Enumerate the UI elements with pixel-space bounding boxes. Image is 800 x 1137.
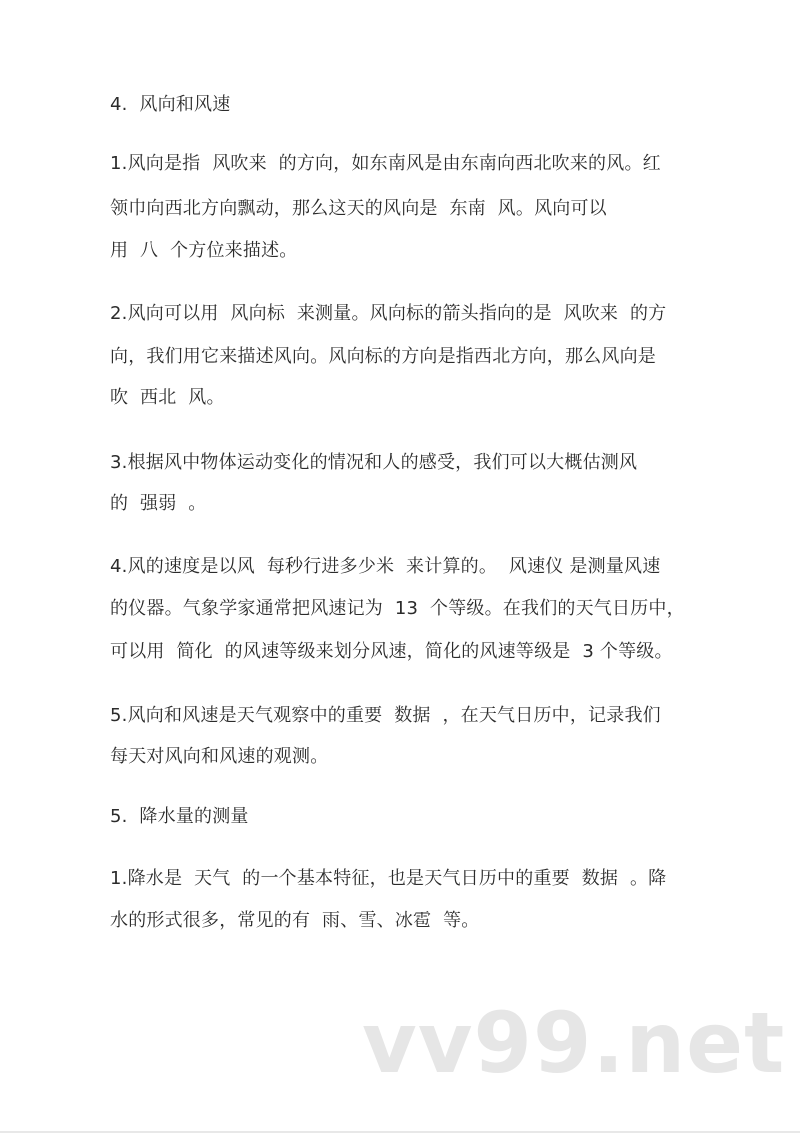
paragraph-line: 向，我们用它来描述风向。风向标的方向是指西北方向，那么风向是 (110, 346, 656, 367)
paragraph-line: 4.风的速度是以风 每秒行进多少米 来计算的。 风速仪 是测量风速 (110, 556, 661, 577)
section-heading-wind: 4. 风向和风速 (110, 94, 231, 115)
paragraph-line: 可以用 简化 的风速等级来划分风速，简化的风速等级是 3 个等级。 (110, 641, 673, 662)
paragraph-line: 1.降水是 天气 的一个基本特征，也是天气日历中的重要 数据 。降 (110, 868, 667, 889)
paragraph-line: 用 八 个方位来描述。 (110, 240, 298, 261)
watermark: vv99.net (362, 994, 786, 1092)
paragraph-line: 领巾向西北方向飘动，那么这天的风向是 东南 风。风向可以 (110, 198, 607, 219)
paragraph-line: 的 强弱 。 (110, 493, 207, 514)
section-heading-precipitation: 5. 降水量的测量 (110, 806, 249, 827)
paragraph-line: 水的形式很多，常见的有 雨、雪、冰雹 等。 (110, 910, 480, 931)
paragraph-line: 吹 西北 风。 (110, 387, 225, 408)
paragraph-line: 5.风向和风速是天气观察中的重要 数据 ，在天气日历中，记录我们 (110, 705, 661, 726)
paragraph-line: 3.根据风中物体运动变化的情况和人的感受，我们可以大概估测风 (110, 452, 638, 473)
paragraph-line: 每天对风向和风速的观测。 (110, 746, 329, 767)
paragraph-line: 1.风向是指 风吹来 的方向，如东南风是由东南向西北吹来的风。红 (110, 153, 661, 174)
paragraph-line: 2.风向可以用 风向标 来测量。风向标的箭头指向的是 风吹来 的方 (110, 303, 667, 324)
page-bottom-divider (0, 1131, 800, 1133)
paragraph-line: 的仪器。气象学家通常把风速记为 13 个等级。在我们的天气日历中， (110, 598, 685, 619)
